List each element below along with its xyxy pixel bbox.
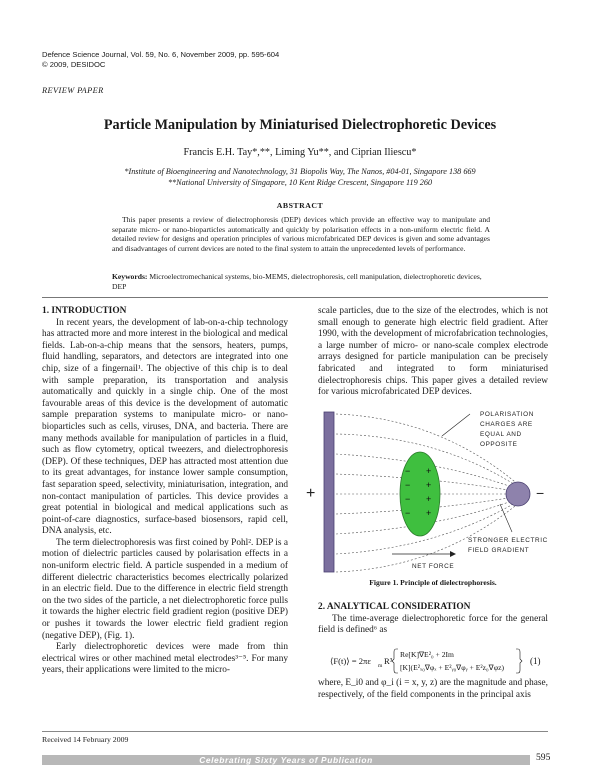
- field-label-1: STRONGER ELECTRIC: [468, 537, 548, 544]
- section-2: [318, 602, 548, 637]
- equation-1: [330, 646, 548, 676]
- author-list: Francis E.H. Tay*,**, Liming Yu**, and Ciprian Iliescu*: [183, 147, 417, 158]
- article-type: REVIEW PAPER: [42, 86, 104, 95]
- plate-electrode: [324, 412, 334, 572]
- journal-header: [42, 50, 279, 70]
- net-force-label: NET FORCE: [412, 563, 455, 570]
- right-paragraph: scale particles, due to the size of the electrodes, which is not small enough to generate high electric field gradient. After 1990, with the development of microfabrication technologies, a large number of micro- or nano-scale complex electrode arrays designed for particle manipulation can be precisely fabricated and integrated to form miniaturised dielectrophoresis chips. This paper gives a detailed review for various microfabricated DEP devices.: [318, 306, 548, 398]
- left-column: [42, 306, 288, 677]
- section-2-continuation: [318, 678, 548, 701]
- intro-paragraph-1: In recent years, the development of lab-on-a-chip technology has attracted more and more interest in the biological and medical fields. Lab-on-a-chip means that the sensors, heaters, pumps, fluid handling, separators, and detectors are integrated into one chip, size of a fingernail¹. The objective of this chip is to deal with sample preparation, its transportation and analysis automatically and quickly in a single chip. One of the most favourable areas of this device is the development of automatic sample preparation systems to manipulate micro- or nano-bioparticles such as cells, viruses, DNA, and bacteria. There are many methods available for manipulation of particles in a fluid, such as flow cytometry, optical tweezers, and dielectrophoresis (DEP). Of these techniques, DEP has attracted most attention due to its great advantages, for instance lower sample consumption, fast separation speed, selectivity, miniaturisation, integration, and non-contact manipulation of particles. This device provides a great potential in biological and medical applications such as point-of-care diagnostics, surface-based biosensors, rapid cell, DNA analysis, etc.: [42, 317, 288, 537]
- page-number: 595: [536, 752, 551, 763]
- keywords-label: Keywords:: [112, 272, 148, 281]
- keywords: [112, 272, 490, 291]
- svg-text:−: −: [405, 480, 411, 490]
- svg-text:+: +: [426, 508, 432, 518]
- svg-text:−: −: [405, 508, 411, 518]
- minus-sign: −: [536, 485, 545, 501]
- polarisation-label-3: EQUAL AND: [480, 431, 522, 438]
- polarisation-label-4: OPPOSITE: [480, 441, 518, 448]
- received-date: Received 14 February 2009: [42, 735, 129, 744]
- affiliation-2: **National University of Singapore, 10 Kent Ridge Crescent, Singapore 119 260: [167, 178, 433, 187]
- svg-text:−: −: [405, 466, 411, 476]
- copyright-line: © 2009, DESIDOC: [42, 60, 106, 69]
- affiliations: [0, 166, 600, 188]
- svg-text:+: +: [426, 466, 432, 476]
- svg-text:m: m: [378, 663, 383, 669]
- svg-text:+: +: [426, 494, 432, 504]
- equation-number: (1): [530, 656, 541, 666]
- section-2-text: The time-average dielectrophoretic force for the general field is defined⁶ as: [318, 613, 548, 636]
- paper-title: Particle Manipulation by Miniaturised Dielectrophoretic Devices: [103, 117, 497, 133]
- figure-caption: Figure 1. Principle of dielectrophoresis.: [369, 578, 497, 587]
- intro-heading: 1. INTRODUCTION: [42, 306, 127, 316]
- affiliation-1: *Institute of Bioengineering and Nanotechnology, 31 Biopolis Way, The Nanos, #04-01, Singapore 138 669: [124, 167, 476, 176]
- journal-line: Defence Science Journal, Vol. 59, No. 6, November 2009, pp. 595-604: [42, 50, 280, 59]
- svg-text:−: −: [405, 494, 411, 504]
- plus-sign: +: [306, 485, 316, 502]
- divider: [42, 297, 548, 298]
- footer-rule: [42, 731, 548, 732]
- intro-paragraph-2: The term dielectrophoresis was first coined by Pohl². DEP is a motion of dielectric particles caused by polarisation effects in a non-uniform electric field. A particle suspended in a medium of different dielectric characteristics becomes electrically polarized in an electric field. Due to the difference in electric field strength on the two sides of the particle, a net dielectrophoretic force pulls it towards the higher electric field gradient region (positive DEP) or pushes it towards the lower electric field gradient region (negative DEP), (Fig. 1).: [42, 537, 288, 641]
- polarisation-pointer: [442, 414, 470, 436]
- dielectrophoresis-figure: [300, 408, 550, 576]
- section-2-after: where, E_i0 and φ_i (i = x, y, z) are the magnitude and phase, respectively, of the field components in the principal axis: [318, 678, 548, 700]
- section-2-heading: 2. ANALYTICAL CONSIDERATION: [318, 602, 471, 612]
- right-column-text: [318, 306, 548, 399]
- svg-text:R³: R³: [384, 656, 393, 666]
- intro-paragraph-3: Early dielectrophoretic devices were made from thin electrical wires or other machined metal electrodes³⁻⁵. For many years, their applications were limited to the micro-: [42, 642, 288, 676]
- point-electrode: [506, 482, 530, 506]
- polarisation-label-2: CHARGES ARE: [480, 421, 533, 428]
- svg-text:⟨F(t)⟩ = 2πε: ⟨F(t)⟩ = 2πε: [330, 656, 371, 666]
- footer-band-text: Celebrating Sixty Years of Publication: [199, 755, 373, 765]
- polarisation-label-1: POLARISATION: [480, 411, 534, 418]
- abstract-text: This paper presents a review of dielectrophoresis (DEP) devices which provide an effective way to manipulate and separate micro- or nano-bioparticles automatically and quickly by polarisation effects in a non-uniform electric field. A detailed review for designs and operation principles of various microfabricated DEP devices is given and some advantages and disadvantages of current devices are noted to the final system to attain the unprecedented levels of performance.: [112, 215, 490, 253]
- svg-text:Re[K]∇E²₀ + 2Im: Re[K]∇E²₀ + 2Im: [400, 650, 454, 659]
- svg-text:+: +: [426, 480, 432, 490]
- net-force-arrowhead: [450, 551, 456, 557]
- keywords-text: Microelectromechanical systems, bio-MEMS, dielectrophoresis, cell manipulation, dielectrophoretic devices, DEP: [112, 272, 482, 291]
- svg-text:[K](E²ₓ₀∇φₓ + E²ᵧ₀∇φᵧ + E²z₀∇φ: [K](E²ₓ₀∇φₓ + E²ᵧ₀∇φᵧ + E²z₀∇φz): [400, 663, 505, 672]
- field-label-2: FIELD GRADIENT: [468, 547, 530, 554]
- abstract-heading: ABSTRACT: [276, 201, 324, 210]
